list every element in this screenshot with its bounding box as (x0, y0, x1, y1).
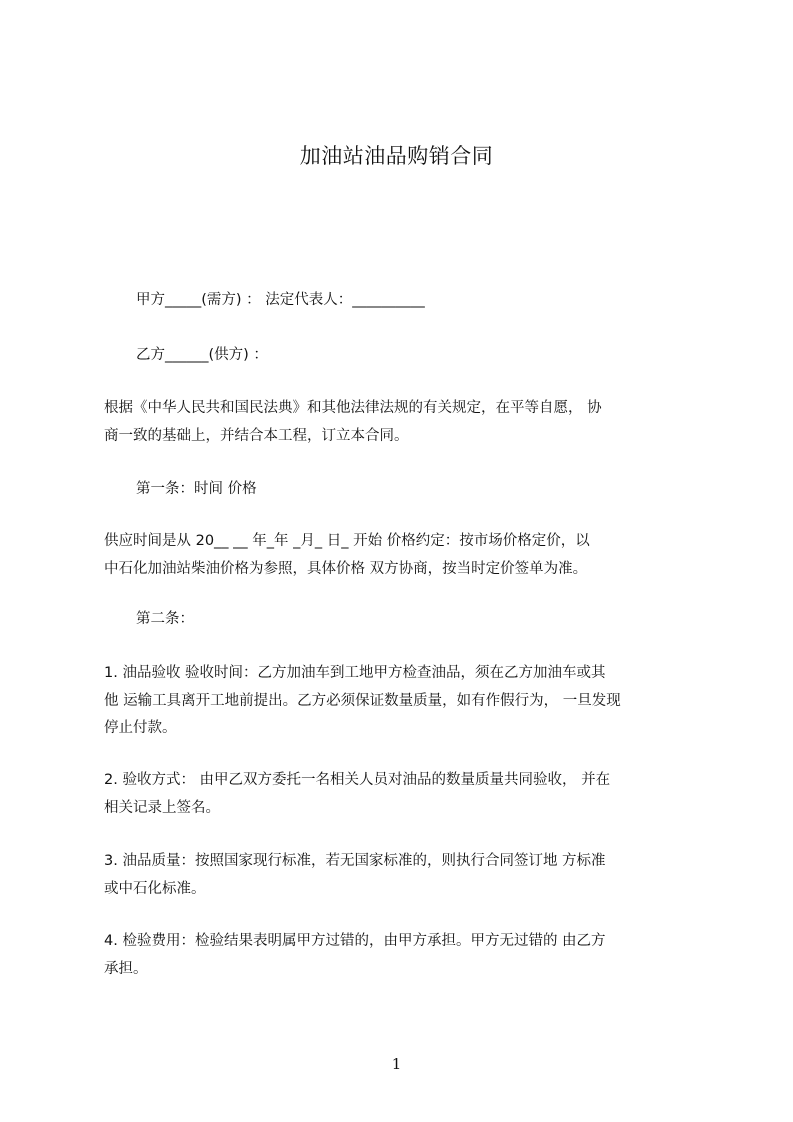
clause3-line-2: 或中石化标准。 (104, 881, 206, 897)
article2-heading: 第二条： (136, 611, 194, 627)
article1-line-1: 供应时间是从 20__ __ 年_年 _月_ 日_ 开始 价格约定：按市场价格定价，以 (104, 533, 590, 549)
preamble-line-1: 根据《中华人民共和国民法典》和其他法律法规的有关规定，在平等自愿， 协 (104, 400, 602, 416)
document-title: 加油站油品购销合同 (299, 144, 494, 168)
party-a-line: 甲方_____(需方) ： 法定代表人：__________ (136, 292, 425, 308)
clause2-line-2: 相关记录上签名。 (104, 800, 220, 816)
clause4-line-1: 4. 检验费用：检验结果表明属甲方过错的，由甲方承担。甲方无过错的 由乙方 (104, 933, 606, 949)
article1-line-2: 中石化加油站柴油价格为参照，具体价格 双方协商，按当时定价签单为准。 (104, 561, 588, 577)
clause1-line-3: 停止付款。 (104, 720, 177, 736)
clause2-line-1: 2. 验收方式： 由甲乙双方委托一名相关人员对油品的数量质量共同验收， 并在 (104, 772, 611, 788)
article1-heading: 第一条：时间 价格 (136, 481, 257, 497)
preamble-line-2: 商一致的基础上，并结合本工程，订立本合同。 (104, 428, 409, 444)
page-number: 1 (391, 1055, 402, 1073)
clause4-line-2: 承担。 (104, 961, 148, 977)
clause3-line-1: 3. 油品质量：按照国家现行标准，若无国家标准的，则执行合同签订地 方标准 (104, 853, 606, 869)
party-b-line: 乙方______(供方) ： (136, 347, 268, 363)
clause1-line-1: 1. 油品验收 验收时间：乙方加油车到工地甲方检查油品，须在乙方加油车或其 (104, 665, 606, 681)
clause1-line-2: 他 运输工具离开工地前提出。乙方必须保证数量质量，如有作假行为， 一旦发现 (104, 693, 621, 709)
